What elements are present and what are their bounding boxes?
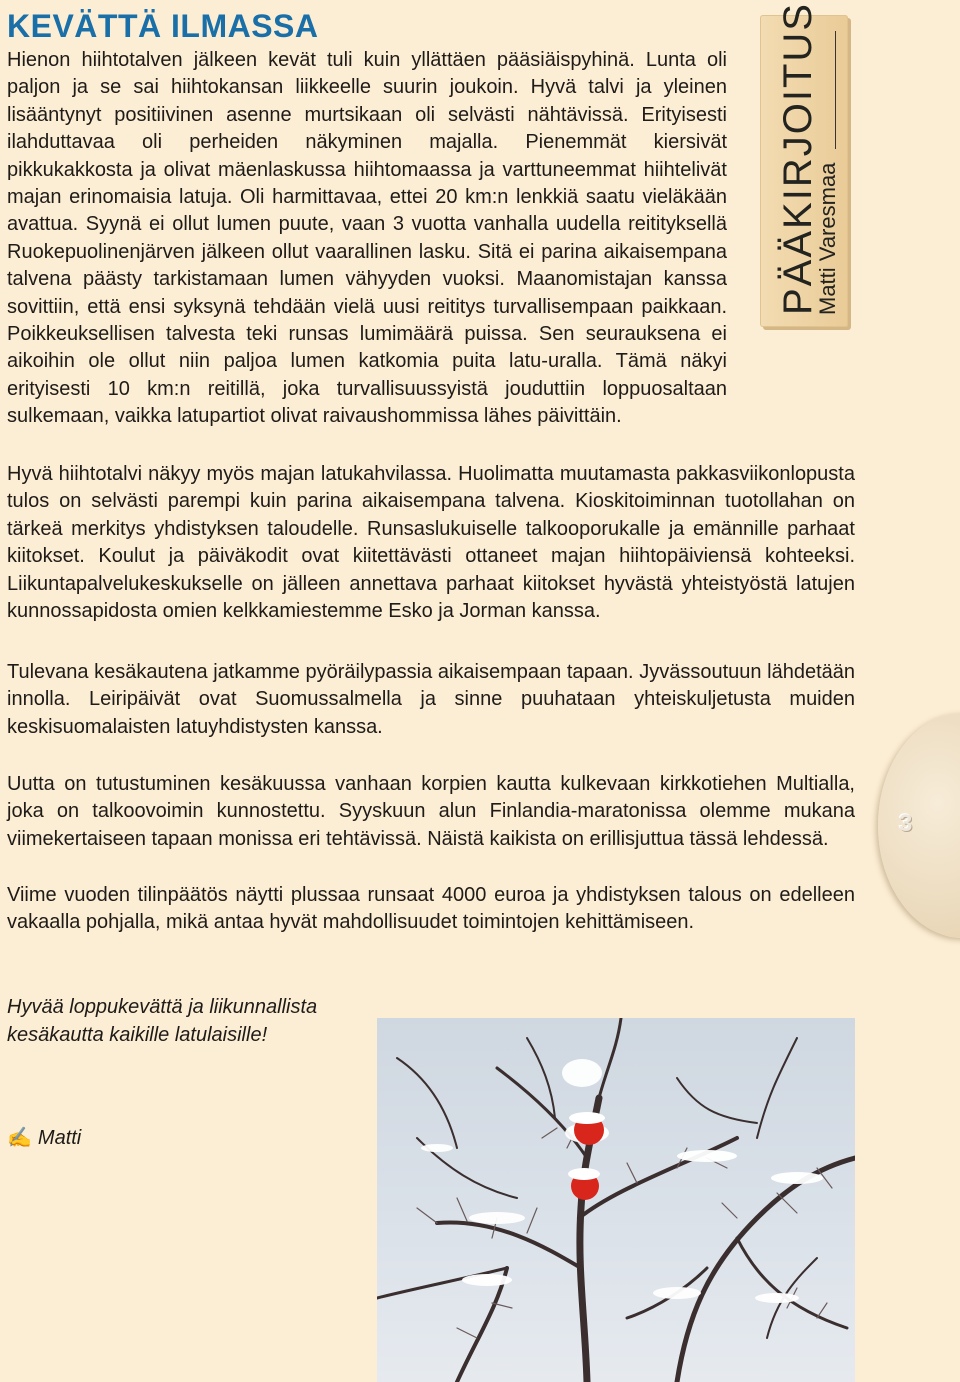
- snowy-branches-with-red-berries-icon: [377, 1018, 855, 1382]
- page-tab: [878, 713, 960, 938]
- closing-greeting: Hyvää loppukevättä ja liikunnallista kesäkautta kaikille latulaisille!: [7, 996, 318, 1046]
- paragraph-summer: Tulevana kesäkautena jatkamme pyöräilypassia aikaisempaan tapaan. Jyvässoutuun lähdetään innolla. Leiripäivät ovat Suomussalmella ja sinne puuhataan yhteiskuljetusta muiden keskisuomalaisten latuyhdistysten kanssa.: [7, 661, 855, 738]
- article-title: KEVÄTTÄ ILMASSA: [7, 8, 319, 44]
- column-label-box: [760, 2, 848, 327]
- page-number: 3: [899, 810, 913, 837]
- paragraph-finances: Viime vuoden tilinpäätös näytti plussaa runsaat 4000 euroa ja yhdistyksen talous on edelleen vakaalla pohjalla, mikä antaa hyvät mahdollisuudet toimintojen kehittämiseen.: [7, 884, 855, 934]
- column-divider: [835, 31, 836, 149]
- column-label: PÄÄKIRJOITUS: [776, 2, 820, 315]
- intro-paragraph: Hienon hiihtotalven jälkeen kevät tuli kuin yllättäen pääsiäispyhinä. Lunta oli paljon ja se sai hiihtokansan liikkeelle suurin joukoin. Hyvä talvi ja yleinen lisääntynyt positiivinen asenne murtsikaan oli selvästi nähtävissä. Erityisesti ilahduttavaa oli perheiden näkyminen majalla. Pienemmät kiersivät pikkukakkosta ja olivat mäenlaskussa hiihtomaassa ja varttuneemmat hiihtelivät majan erinomaisia latuja. Oli harmittavaa, ettei 20 km:n lenkkiä saatu vieläkään avattua. Syynä ei ollut lumen puute, vaan 3 vuotta vanhalla uudella reitityksellä Ruokepuolinenjärven jälkeen ollut vaarallinen lasku. Sitä ei parina aikaisempana talvena päästy tarkistamaan lumen vähyyden vuoksi. Maanomistajan kanssa sovittiin, että ensi syksynä tehdään vielä uusi reititys turvallisempaan paikkaan. Poikkeuksellisen talvesta teki runsas lumimäärä puissa. Sen seurauksena ei aikoihin ole ollut niin paljoa lumen katkomia puita latu-uralla. Tämä näkyi erityisesti 10 km:n reitillä, joka turvallisuussyistä jouduttiin loppuosaltaan sulkemaan, vaikka latupartiot olivat raivaushommissa lähes päivittäin.: [7, 49, 727, 428]
- pen-icon: ✍: [7, 1127, 32, 1149]
- photo-snowy-branches: [377, 1018, 855, 1382]
- paragraph-news: Uutta on tutustuminen kesäkuussa vanhaan korpien kautta kulkevaan kirkkotiehen Multialla, joka on talkoovoimin kunnostettu. Syyskuun alun Finlandia-maratonissa olemme mukana viimekertaiseen tapaan monissa eri tehtävissä. Näistä kaikista on erillisjuttua tässä lehdessä.: [7, 773, 855, 850]
- paragraph-cafe: Hyvä hiihtotalvi näkyy myös majan latukahvilassa. Huolimatta muutamasta pakkasviikonlopusta tulos on selvästi parempi kuin parina aikaisempana talvena. Kioskitoiminnan tuotollahan on tärkeä merkitys yhdistyksen taloudelle. Runsaslukuiselle talkooporukalle ja emännille parhaat kiitokset. Koulut ja päiväkodit ovat kiitettävästi ottaneet majan hiihtopäiviensä kohteeksi. Liikuntapalvelukeskukselle on jälleen annettava parhaat kiitokset hyvästä yhteistyöstä latujen kunnossapidosta omien kelkkamiestemme Esko ja Jorman kanssa.: [7, 463, 855, 623]
- column-author: Matti Varesmaa: [815, 162, 840, 315]
- signature: [7, 1124, 81, 1152]
- signature-name: Matti: [37, 1127, 82, 1149]
